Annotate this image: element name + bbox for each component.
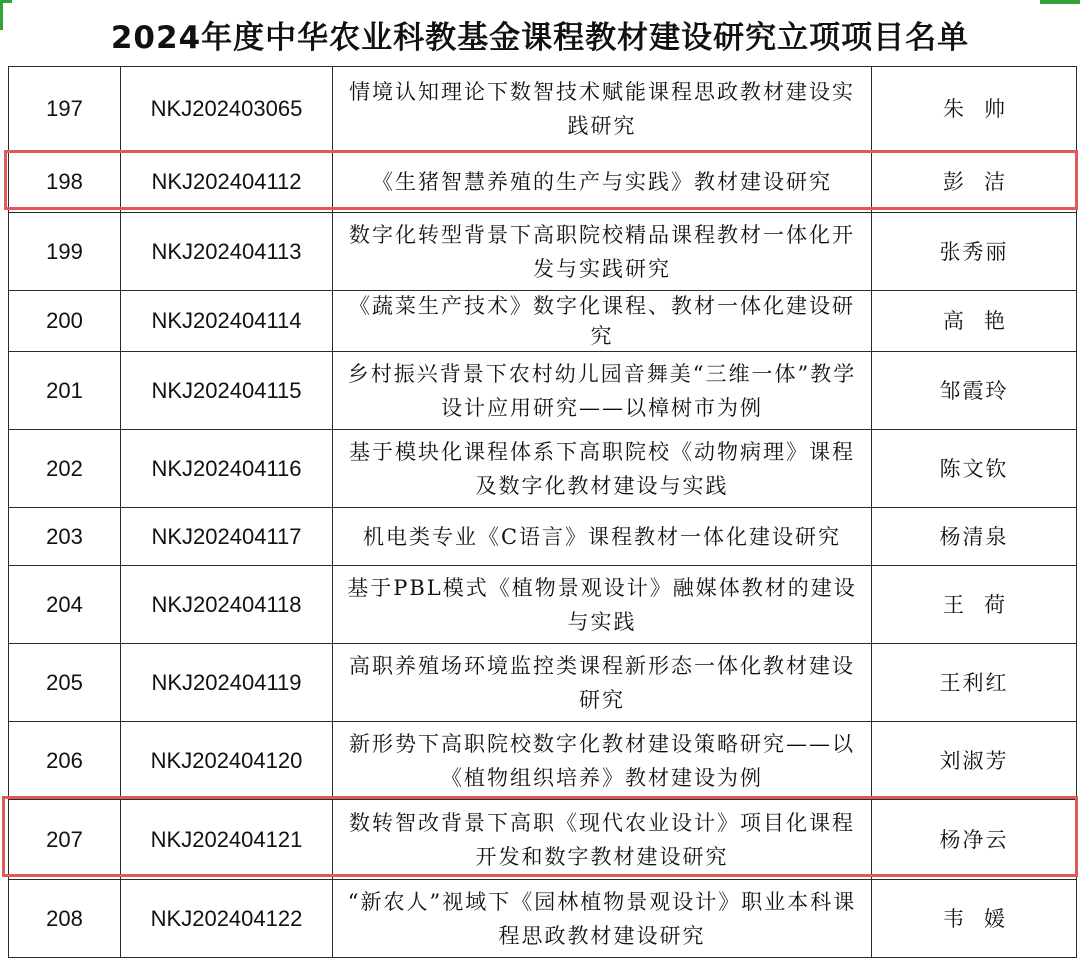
project-leader: 邹霞玲 — [872, 352, 1077, 430]
table-row — [9, 352, 1077, 430]
table-row — [9, 644, 1077, 722]
project-leader: 王荷 — [872, 566, 1077, 644]
project-name: 基于模块化课程体系下高职院校《动物病理》课程及数字化教材建设与实践 — [333, 430, 872, 508]
row-number: 208 — [9, 880, 121, 958]
table-row — [9, 800, 1077, 880]
table-row — [9, 213, 1077, 291]
project-table — [8, 66, 1077, 958]
title-bar — [0, 0, 1080, 66]
row-number: 202 — [9, 430, 121, 508]
project-code: NKJ202403065 — [121, 67, 333, 151]
project-name: 数转智改背景下高职《现代农业设计》项目化课程开发和数字教材建设研究 — [333, 800, 872, 880]
project-leader: 彭洁 — [872, 151, 1077, 213]
row-number: 207 — [9, 800, 121, 880]
row-number: 204 — [9, 566, 121, 644]
table-row — [9, 880, 1077, 958]
project-name: 机电类专业《C语言》课程教材一体化建设研究 — [333, 508, 872, 566]
table-row — [9, 291, 1077, 352]
project-code: NKJ202404113 — [121, 213, 333, 291]
project-name: 《蔬菜生产技术》数字化课程、教材一体化建设研究 — [333, 291, 872, 352]
table-row — [9, 566, 1077, 644]
project-leader: 杨清泉 — [872, 508, 1077, 566]
row-number: 206 — [9, 722, 121, 800]
project-name: 《生猪智慧养殖的生产与实践》教材建设研究 — [333, 151, 872, 213]
row-number: 200 — [9, 291, 121, 352]
project-code: NKJ202404116 — [121, 430, 333, 508]
row-number: 199 — [9, 213, 121, 291]
project-leader: 高艳 — [872, 291, 1077, 352]
project-leader: 陈文钦 — [872, 430, 1077, 508]
project-name: 新形势下高职院校数字化教材建设策略研究——以《植物组织培养》教材建设为例 — [333, 722, 872, 800]
project-code: NKJ202404120 — [121, 722, 333, 800]
table-row — [9, 67, 1077, 151]
table-row — [9, 430, 1077, 508]
row-number: 203 — [9, 508, 121, 566]
row-number: 197 — [9, 67, 121, 151]
project-code: NKJ202404114 — [121, 291, 333, 352]
project-code: NKJ202404122 — [121, 880, 333, 958]
green-edge-decoration — [1040, 0, 1080, 4]
table-row — [9, 722, 1077, 800]
project-code: NKJ202404112 — [121, 151, 333, 213]
project-leader: 杨净云 — [872, 800, 1077, 880]
project-leader: 刘淑芳 — [872, 722, 1077, 800]
project-code: NKJ202404119 — [121, 644, 333, 722]
project-leader: 王利红 — [872, 644, 1077, 722]
project-leader: 韦媛 — [872, 880, 1077, 958]
project-leader: 张秀丽 — [872, 213, 1077, 291]
project-code: NKJ202404115 — [121, 352, 333, 430]
table-row — [9, 151, 1077, 213]
project-code: NKJ202404117 — [121, 508, 333, 566]
project-name: 高职养殖场环境监控类课程新形态一体化教材建设研究 — [333, 644, 872, 722]
project-name: 乡村振兴背景下农村幼儿园音舞美“三维一体”教学设计应用研究——以樟树市为例 — [333, 352, 872, 430]
project-name: 数字化转型背景下高职院校精品课程教材一体化开发与实践研究 — [333, 213, 872, 291]
row-number: 201 — [9, 352, 121, 430]
row-number: 198 — [9, 151, 121, 213]
table-row — [9, 508, 1077, 566]
project-name: “新农人”视域下《园林植物景观设计》职业本科课程思政教材建设研究 — [333, 880, 872, 958]
project-name: 情境认知理论下数智技术赋能课程思政教材建设实践研究 — [333, 67, 872, 151]
row-number: 205 — [9, 644, 121, 722]
project-code: NKJ202404118 — [121, 566, 333, 644]
page-title: 2024年度中华农业科教基金课程教材建设研究立项项目名单 — [110, 20, 970, 56]
project-leader: 朱帅 — [872, 67, 1077, 151]
project-code: NKJ202404121 — [121, 800, 333, 880]
project-name: 基于PBL模式《植物景观设计》融媒体教材的建设与实践 — [333, 566, 872, 644]
